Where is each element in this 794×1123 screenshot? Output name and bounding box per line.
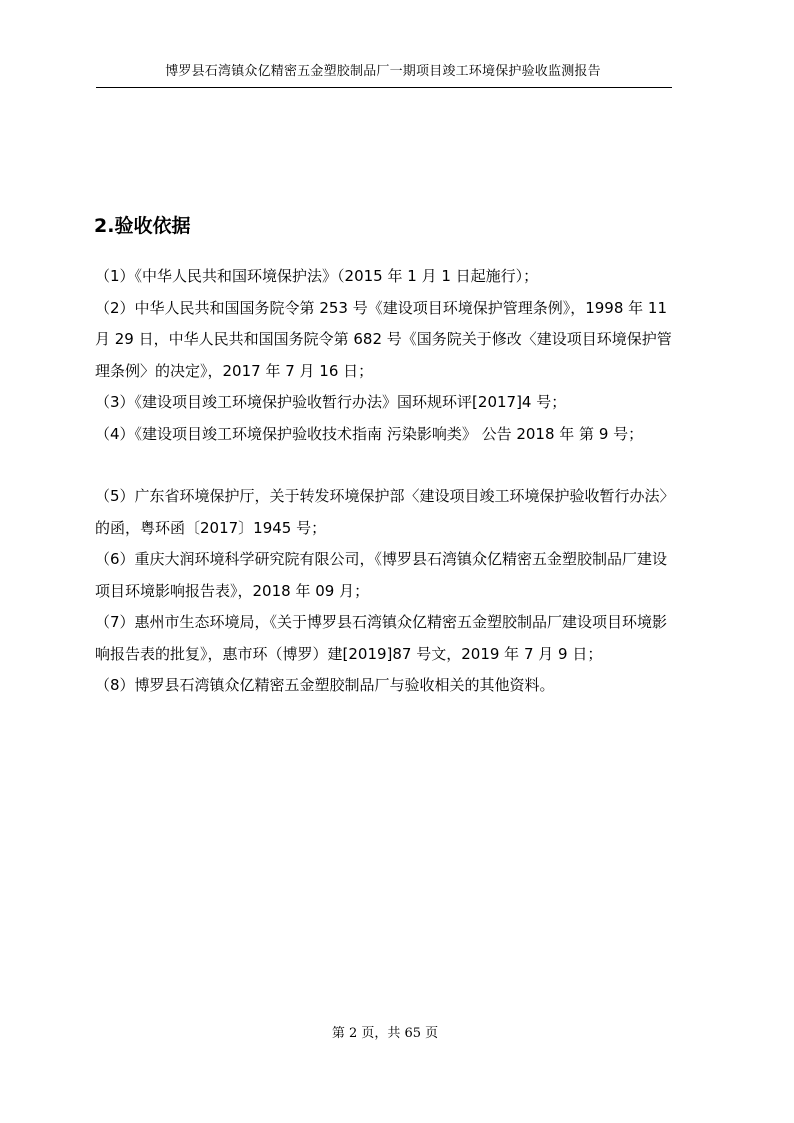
list-item-1: （1）《中华人民共和国环境保护法》（2015 年 1 月 1 日起施行）； <box>95 267 539 285</box>
list-item-7: （7）惠州市生态环境局，《关于博罗县石湾镇众亿精密五金塑胶制品厂建设项目环境影响报告表的批复》，惠市环（博罗）建[2019]87 号文，2019 年 7 月 9 日； <box>95 613 668 663</box>
paragraph-gap <box>95 450 675 481</box>
reference-list <box>95 261 675 702</box>
list-item-6: （6）重庆大润环境科学研究院有限公司，《博罗县石湾镇众亿精密五金塑胶制品厂建设项目环境影响报告表》，2018 年 09 月； <box>95 550 668 600</box>
list-item-2: （2）中华人民共和国国务院令第 253 号《建设项目环境保护管理条例》，1998 年 11 月 29 日，中华人民共和国国务院令第 682 号《国务院关于修改〈建设项目环境保护管理条例〉的决定》，2017 年 7 月 16 日； <box>95 298 672 380</box>
list-item-5: （5）广东省环境保护厅，关于转发环境保护部〈建设项目竣工环境保护验收暂行办法〉的函，粤环函〔2017〕1945 号； <box>95 487 675 537</box>
list-item-4: （4）《建设项目竣工环境保护验收技术指南 污染影响类》 公告 2018 年 第 9 号； <box>95 424 644 443</box>
header-divider <box>96 87 672 88</box>
list-item-8: （8）博罗县石湾镇众亿精密五金塑胶制品厂与验收相关的其他资料。 <box>95 676 555 694</box>
page-number: 第 2 页，共 65 页 <box>331 1026 439 1041</box>
list-item-3: （3）《建设项目竣工环境保护验收暂行办法》国环规环评[2017]4 号； <box>95 393 567 411</box>
section-heading: 2.验收依据 <box>94 215 191 237</box>
running-header: 博罗县石湾镇众亿精密五金塑胶制品厂一期项目竣工环境保护验收监测报告 <box>165 64 601 79</box>
